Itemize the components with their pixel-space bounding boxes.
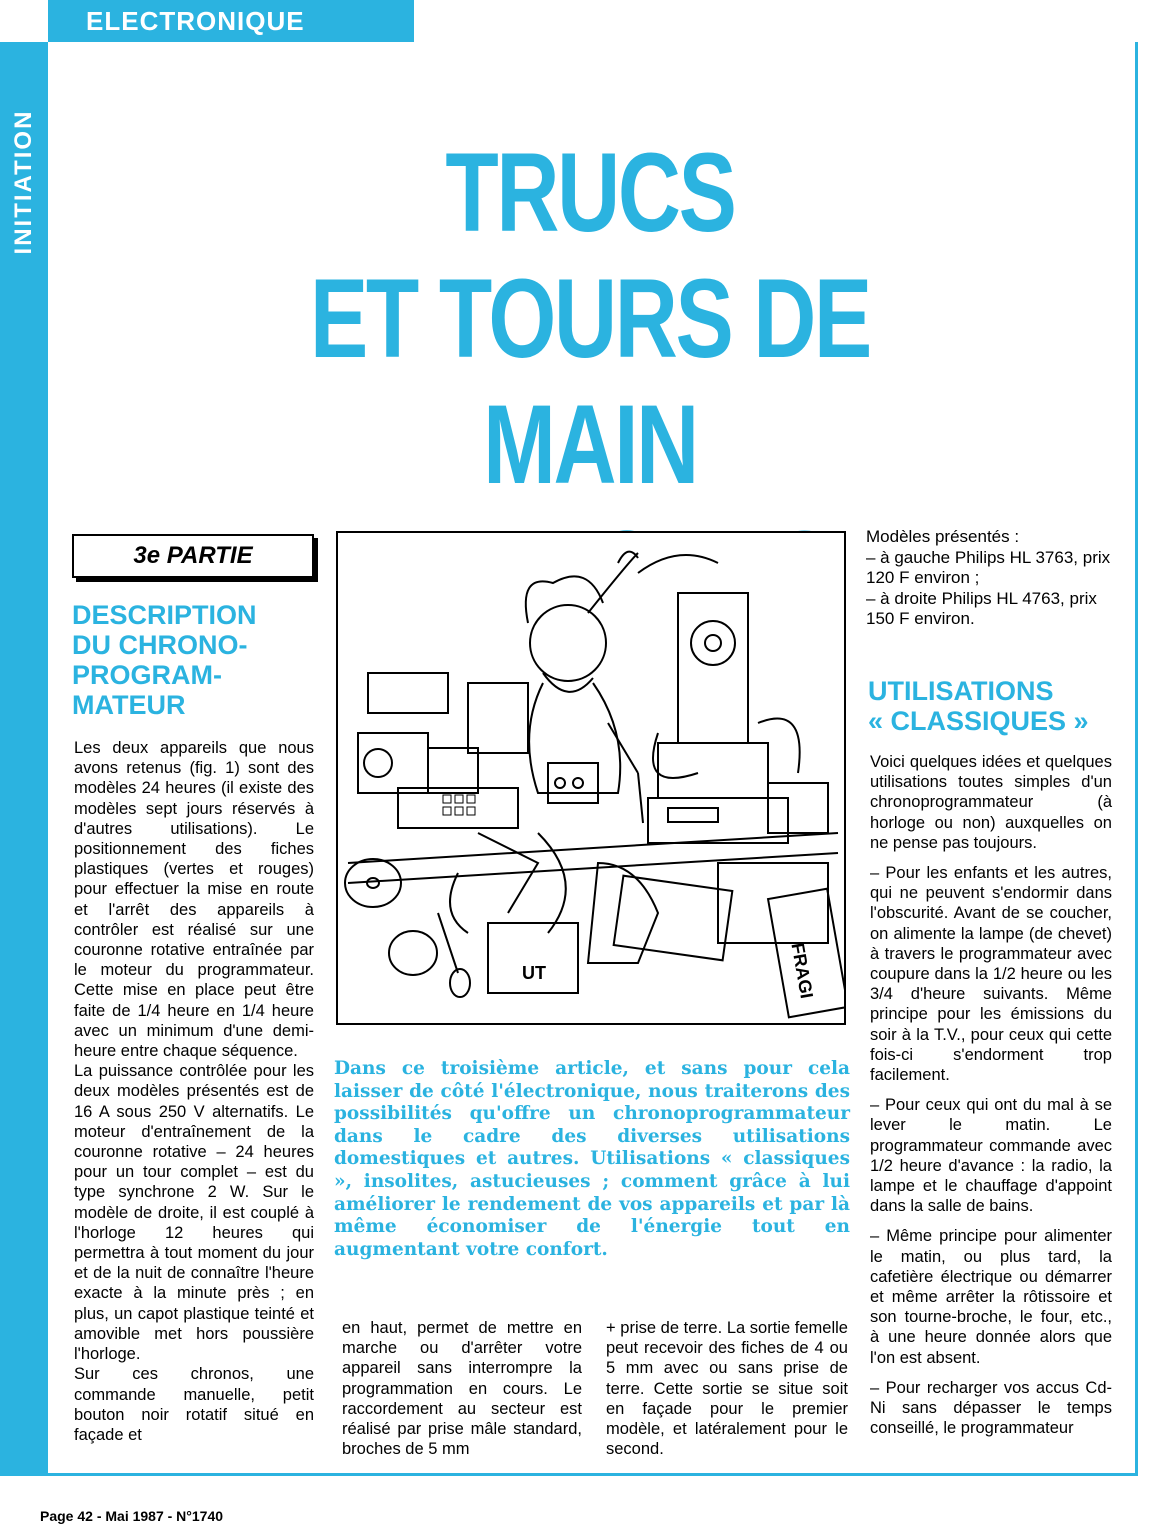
- title-line-2: ET TOURS DE MAIN: [310, 256, 870, 507]
- column-4-text: [870, 752, 1112, 1439]
- heading-line: MATEUR: [72, 690, 186, 720]
- description-heading: [72, 600, 302, 720]
- fragile-label: FRAGI: [787, 941, 817, 1000]
- column-3-text: + prise de terre. La sortie femelle peut recevoir des fiches de 4 ou 5 mm avec ou sans prise de terre. Cette sortie se situe soit en façade pour le premier modèle, et latéralement pour le second.: [606, 1319, 848, 1459]
- partie-badge: 3e PARTIE: [72, 534, 314, 578]
- heading-line: DU CHRONO-: [72, 630, 248, 660]
- workshop-illustration: [336, 531, 846, 1025]
- paragraph: Voici quelques idées et quelques utilisations toutes simples d'un chronoprogrammateur (à horloge ou non) auxquelles on ne pense pas toujours.: [870, 753, 1112, 852]
- caption-line: – à gauche Philips HL 3763, prix 120 F environ ;: [866, 547, 1111, 587]
- column-2-text: en haut, permet de mettre en marche ou d'arrêter votre appareil sans interrompre la programmation en cours. Le raccordement au secteur est réalisé par prise mâle standard, broches de 5 mm: [342, 1319, 582, 1459]
- page-footer: Page 42 - Mai 1987 - N°1740: [40, 1508, 224, 1524]
- figure-caption: [866, 527, 1126, 630]
- title-line-1: TRUCS: [445, 130, 735, 255]
- paragraph: Sur ces chronos, une commande manuelle, petit bouton noir rotatif situé en façade et: [74, 1365, 314, 1444]
- side-tab: [0, 42, 48, 1476]
- paragraph: – Pour ceux qui ont du mal à se lever le matin. Le programmateur commande avec 1/2 heure d'avance : la radio, la lampe et le chauffage d'appoint dans la salle de bains.: [870, 1096, 1112, 1216]
- heading-line: « CLASSIQUES »: [868, 706, 1089, 736]
- heading-line: UTILISATIONS: [868, 676, 1054, 706]
- intro-lead: Dans ce troisième article, et sans pour cela laisser de côté l'électronique, nous traiterons des possibilités qu'offre un chronoprogrammateur dans le cadre des diverses utilisations domestiques et autres. Utilisations « classiques », insolites, astucieuses ; comment grâce à lui améliorer le rendement de vos appareils et par là même économiser de l'énergie tout en augmentant votre confort.: [334, 1058, 850, 1260]
- side-tab-label: INITIATION: [10, 109, 37, 255]
- paragraph: – Même principe pour alimenter le matin, ou plus tard, la cafetière électrique ou démarrer et même arrêter la rôtissoire et son tourne-broche, le four, etc., à une heure donnée alors que l'on est absent.: [870, 1227, 1112, 1367]
- column-1-text: [74, 738, 314, 1445]
- caption-line: – à droite Philips HL 4763, prix 150 F environ.: [866, 588, 1097, 628]
- heading-line: DESCRIPTION: [72, 600, 257, 630]
- caption-title: Modèles présentés :: [866, 527, 1020, 546]
- paragraph: – Pour recharger vos accus Cd-Ni sans dépasser le temps conseillé, le programmateur: [870, 1378, 1112, 1438]
- paragraph: – Pour les enfants et les autres, qui ne peuvent s'endormir dans l'obscurité. Avant de se coucher, on alimente la lampe (de chevet) à travers le programmateur avec coupure dans la 1/2 heure ou les 3/4 d'heure suivants. Même principe pour les émissions du soir à la T.V., pour ceux qui cette fois-ci s'endorment trop facilement.: [870, 864, 1112, 1085]
- heading-line: PROGRAM-: [72, 660, 222, 690]
- utilisations-heading: [868, 676, 1128, 736]
- box-label: UT: [522, 963, 546, 983]
- cartoon-drawing: [338, 533, 844, 1023]
- section-tab: ELECTRONIQUE: [48, 0, 414, 42]
- paragraph: La puissance contrôlée pour les deux modèles présentés est de 16 A sous 250 V alternatifs. Le moteur d'entraînement de la couronne rotative – 24 heures pour un tour complet – est du type synchrone 2 W. Sur le modèle de droite, il est couplé à l'horloge 12 heures qui permettra à tout moment du jour et de la nuit de connaître l'heure exacte à la minute près ; en plus, un capot plastique teinté et amovible met hors poussière l'horloge.: [74, 1062, 314, 1364]
- paragraph: Les deux appareils que nous avons retenus (fig. 1) sont des modèles 24 heures (il existe des modèles sept jours réservés à d'autres utilisations). Le positionnement des fiches plastiques (vertes et rouges) pour effectuer la mise en route et l'arrêt des appareils à contrôler est réalisé sur une couronne rotative entraînée par le moteur du programmateur. Cette mise en place peut être faite de 1/4 heure en 1/4 heure avec un minimum d'une demi-heure entre chaque séquence.: [74, 739, 314, 1061]
